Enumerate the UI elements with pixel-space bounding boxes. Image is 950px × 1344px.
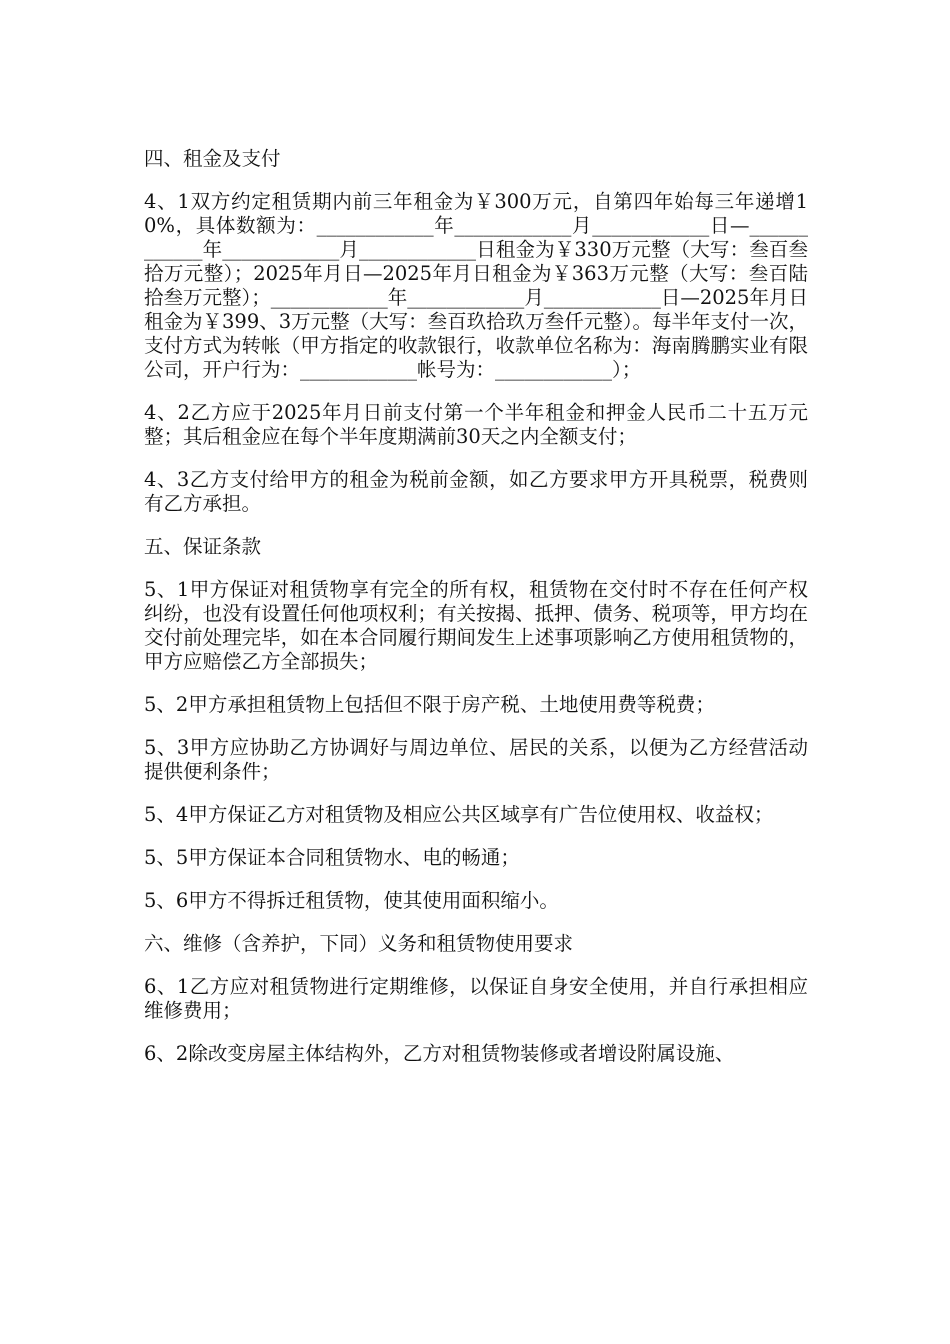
clause-6-2: 6、2除改变房屋主体结构外，乙方对租赁物装修或者增设附属设施、 — [144, 1042, 735, 1065]
clause-6-1: 6、1乙方应对租赁物进行定期维修，以保证自身安全使用，并自行承担相应维修费用； — [144, 975, 808, 1022]
clause-5-4: 5、4甲方保证乙方对租赁物及相应公共区域享有广告位使用权、收益权； — [144, 803, 774, 826]
section-heading-rent: 四、租金及支付 — [144, 147, 281, 170]
clause-4-1: 4、1双方约定租赁期内前三年租金为￥300万元，自第四年始每三年递增10%，具体数额为：____________年____________月____________日—____________年____________月____________日租金为￥330万元整（大写：叁百叁拾万元整）；2025年月日—2025年月日租金为￥363万元整（大写：叁百陆拾叁万元整）；____________年____________月____________日—2025年月日租金为￥399、3万元整（大写：叁百玖拾玖万叁仟元整）。每半年支付一次，支付方式为转帐（甲方指定的收款银行，收款单位名称为：海南腾鹏实业有限公司，开户行为：____________帐号为：____________）； — [144, 190, 808, 381]
clause-5-5: 5、5甲方保证本合同租赁物水、电的畅通； — [144, 846, 520, 869]
clause-5-1: 5、1甲方保证对租赁物享有完全的所有权，租赁物在交付时不存在任何产权纠纷，也没有设置任何他项权利；有关按揭、抵押、债务、税项等，甲方均在交付前处理完毕，如在本合同履行期间发生上述事项影响乙方使用租赁物的，甲方应赔偿乙方全部损失； — [144, 578, 808, 673]
clause-5-3: 5、3甲方应协助乙方协调好与周边单位、居民的关系，以便为乙方经营活动提供便利条件； — [144, 736, 808, 783]
document-body — [144, 147, 808, 1085]
clause-4-3: 4、3乙方支付给甲方的租金为税前金额，如乙方要求甲方开具税票，税费则有乙方承担。 — [144, 468, 808, 515]
clause-5-6: 5、6甲方不得拆迁租赁物，使其使用面积缩小。 — [144, 889, 559, 912]
section-heading-maintenance: 六、维修（含养护，下同）义务和租赁物使用要求 — [144, 932, 574, 955]
clause-5-2: 5、2甲方承担租赁物上包括但不限于房产税、土地使用费等税费； — [144, 693, 715, 716]
section-heading-guarantee: 五、保证条款 — [144, 535, 262, 558]
clause-4-2: 4、2乙方应于2025年月日前支付第一个半年租金和押金人民币二十五万元整；其后租金应在每个半年度期满前30天之内全额支付； — [144, 401, 808, 448]
